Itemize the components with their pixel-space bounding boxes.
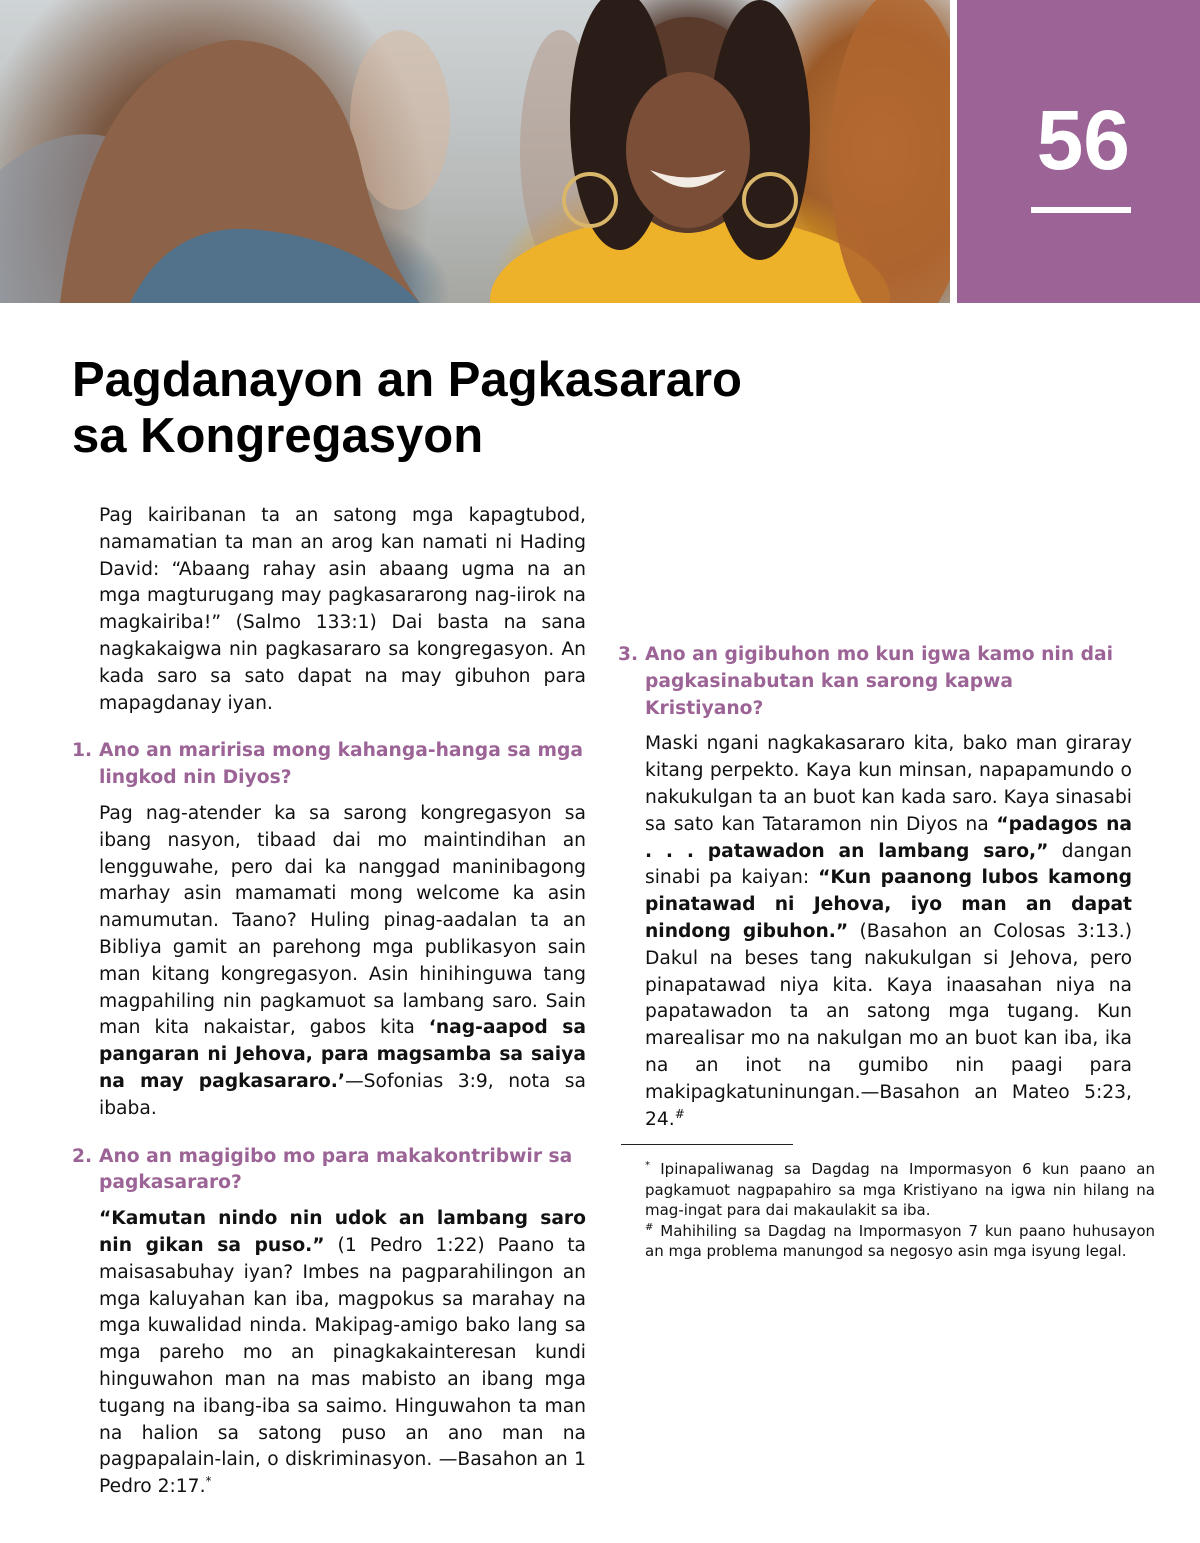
answer-2-bold: “Kamutan nindo nin udok an lambang saro nin gikan sa puso.” [99,1208,586,1256]
question-3-text: Ano an gigibuhon mo kun igwa kamo nin dai pagkasinabutan kan sarong kapwa Kristiyano? [645,644,1114,719]
footnote-ref-hash[interactable]: # [674,1106,685,1121]
answer-3-bold-2: “Kun paanong lubos kamong pinatawad ni Jehova, iyo man an dapat nindong gibuhon.” [645,867,1133,942]
question-1-number: 1. [72,740,93,762]
answer-1-text-start: Pag nag-atender ka sa sarong kongregasyon sa ibang nasyon, tibaad dai mo maintindihan an lengguwahe, pero dai ka nanggad maninibagong marhay asin mamamati mong welcome ka asin namumutan. Taano? Huling pinag-aadalan ta an Bibliya gamit an parehong mga publikasyon sain man kitang kongregasyon. Asin hinihinguwa tang magpahiling nin pagkamuot sa lambang saro. Sain man kita nakaistar, gabos kita [99,802,586,1039]
intro-paragraph: Pag kairibanan ta an satong mga kapagtubod, namamatian ta man an arog kan namati ni Hading David: “Abaang rahay asin abaang ugma na an mga magturugang may pagkasararong nag-iirok na magkairiba!” (Salmo 133:1) Dai basta na sana nagkakaigwa nin pagkasararo sa kongregasyon. An kada saro sa sato dapat na may gibuhon para mapagdanay iyan. [99,505,586,714]
question-3 [618,642,1132,722]
chapter-badge [957,0,1200,303]
left-column [72,503,586,1501]
footnote-2-text: Mahihiling sa Dagdag na Impormasyon 7 kun paano huhusayon an mga problema manungod sa negosyo asin mga isyung legal. [645,1221,1155,1261]
footnote-2 [645,1221,1155,1262]
question-2 [72,1144,586,1198]
column-continuation-spacer [645,503,1132,642]
footnote-1 [645,1159,1155,1221]
title-line-1: Pagdanayon an Pagkasararo [72,353,742,407]
answer-3-text-start: Maski ngani nagkakasararo kita, bako man giraray kitang perpekto. Kaya kun minsan, napapamundo o nakukulgan ta an buot kan kada saro. Kaya sinasabi sa sato kan Tataramon nin Diyos na [645,733,1132,835]
answer-2-paragraph [99,1206,586,1501]
right-column [618,503,1155,1262]
footnote-divider [621,1144,793,1145]
footnote-1-mark: * [645,1160,650,1172]
footnote-1-text: Ipinapaliwanag sa Dagdag na Impormasyon 6 kun paano an pagkamuot nagpapahiro sa mga Kristiyano na igwa nin hilang na mag-ingat para dai makaulakit sa iba. [645,1160,1155,1220]
question-3-number: 3. [618,644,639,665]
answer-3-text-end: (Basahon an Colosas 3:13.) Dakul na beses tang nakukulgan si Jehova, pero pinapatawad niya kita. Kaya inaasahan niya na papatawadon ta an satong mga tugang. Kun marealisar mo na nakulgan mo an buot kan iba, ika na an inot na gumibo nin paagi para makipagkatuninungan.—Basahon an Mateo 5:23, 24. [645,920,1132,1130]
answer-3-text-mid: dangan sinabi pa kaiyan: [645,840,1132,889]
question-2-number: 2. [72,1145,93,1167]
chapter-underline [1031,207,1131,213]
answer-3-bold-1: “padagos na . . . patawadon an lambang saro,” [645,813,1132,862]
answer-3-paragraph [645,731,1132,1133]
question-2-text: Ano an magigibo mo para makakontribwir sa pagkasararo? [99,1145,573,1194]
footnote-2-mark: # [645,1221,654,1233]
answer-1-paragraph [99,801,586,1123]
title-line-2: sa Kongregasyon [72,409,484,463]
answer-1-text-end: —Sofonias 3:9, nota sa ibaba. [99,1070,586,1119]
answer-1-bold: ‘nag-aapod sa pangaran ni Jehova, para magsamba sa saiya na may pagkasararo.’ [99,1017,586,1092]
page-title [72,352,972,464]
footnote-ref-star[interactable]: * [205,1473,212,1488]
question-1-text: Ano an maririsa mong kahanga-hanga sa mga lingkod nin Diyos? [99,740,584,789]
answer-2-text: (1 Pedro 1:22) Paano ta maisasabuhay iyan? Imbes na pagparahilingon an mga kaluyahan kan iba, magpokus sa marahay na mga kuwalidad ninda. Makipag-amigo bako lang sa mga pareho mo an pinagkakainteresan kundi hinguwahon man na mas mabisto an ibang mga tugang na ibang-iba sa saimo. Hinguwahon ta man na halion sa satong puso an ano man na pagpapalain-lain, o diskriminasyon. —Basahon an 1 Pedro 2:17. [99,1234,586,1498]
chapter-number: 56 [1036,93,1130,187]
hero-illustration [0,0,950,303]
hero-photo [0,0,950,303]
question-1 [72,738,586,792]
